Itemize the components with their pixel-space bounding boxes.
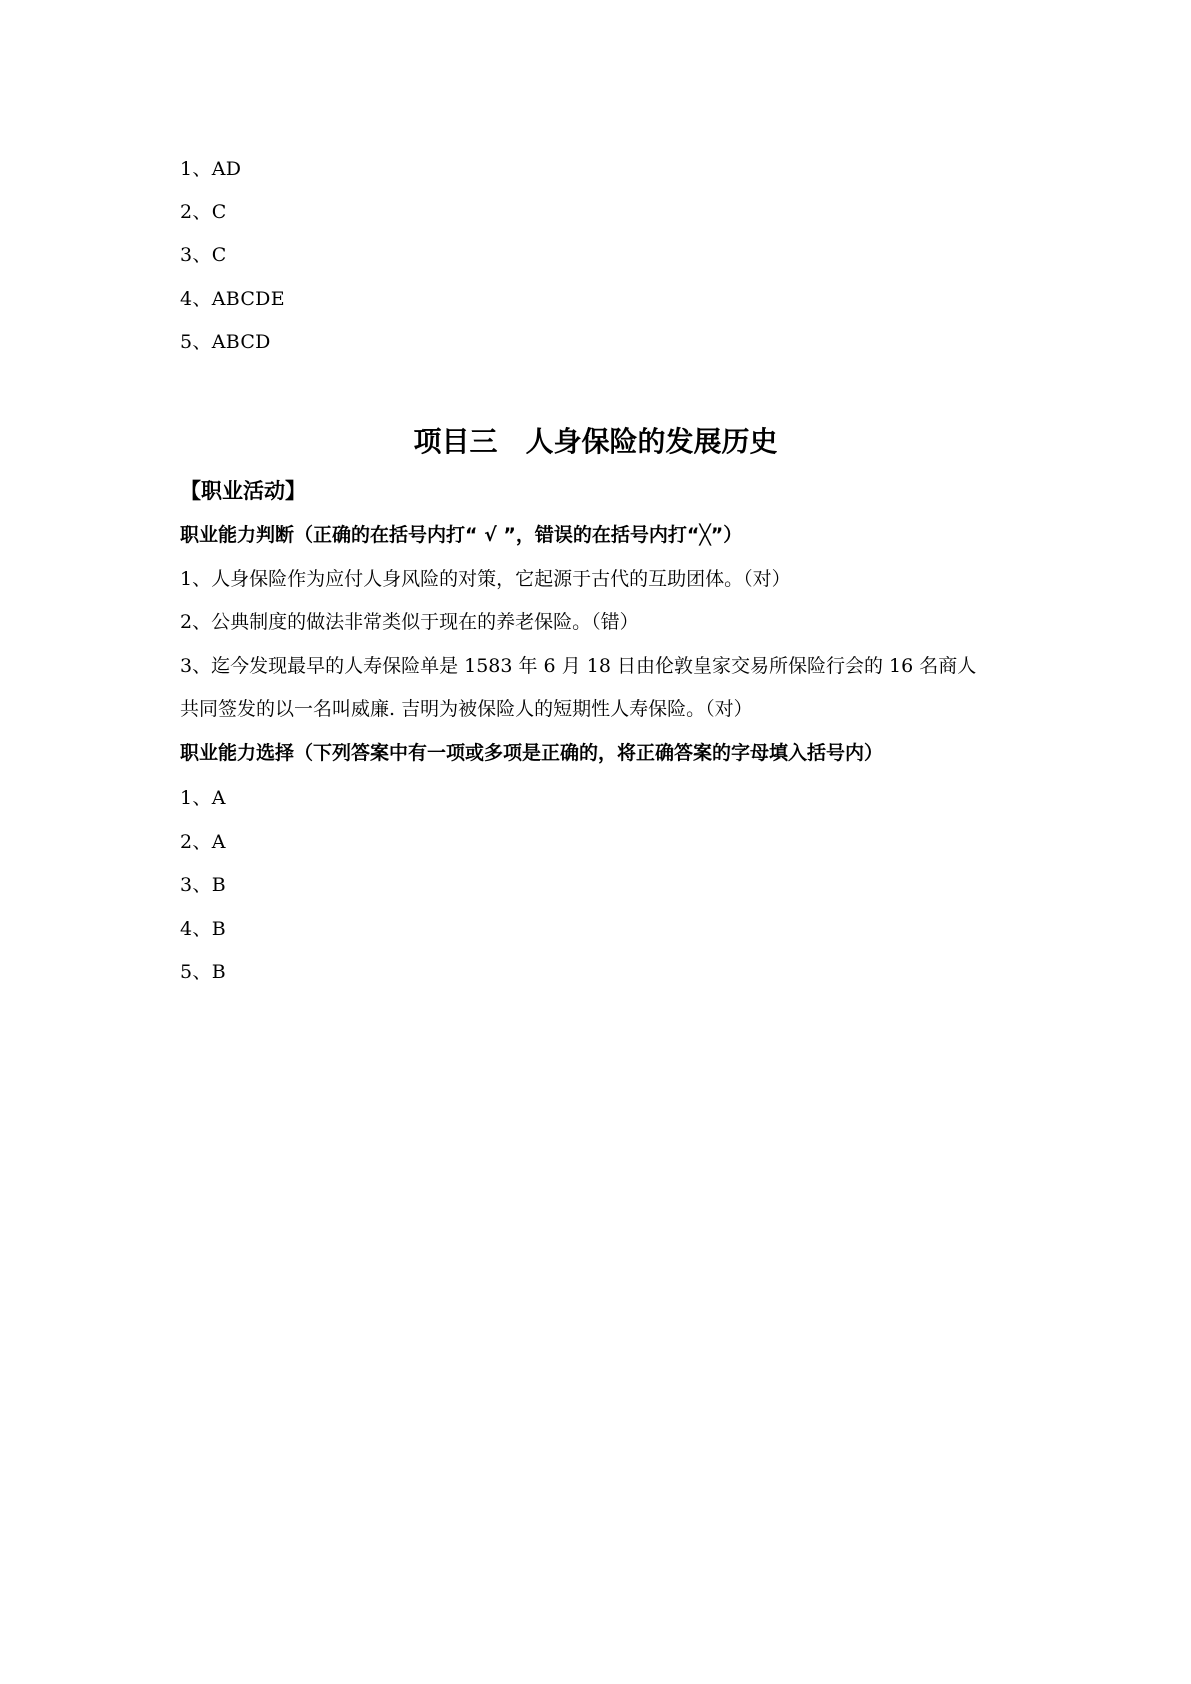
judgment-item: 3、迄今发现最早的人寿保险单是 1583 年 6 月 18 日由伦敦皇家交易所保险行会的 16 名商人 xyxy=(180,655,977,677)
answer-item: 1、AD xyxy=(180,158,242,180)
judgment-item: 2、公典制度的做法非常类似于现在的养老保险。（错） xyxy=(180,611,639,633)
choice-answer: 1、A xyxy=(180,787,226,809)
activity-heading: 【职业活动】 xyxy=(180,479,306,503)
judgment-item: 1、人身保险作为应付人身风险的对策，它起源于古代的互助团体。（对） xyxy=(180,568,791,590)
section-title: 项目三 人身保险的发展历史 xyxy=(413,425,778,458)
choice-answer: 4、B xyxy=(180,918,226,940)
answer-item: 4、ABCDE xyxy=(180,288,285,310)
judgment-heading: 职业能力判断（正确的在括号内打“ √ ”，错误的在括号内打“╳”） xyxy=(180,524,743,546)
choice-answer: 5、B xyxy=(180,961,226,983)
choice-answer: 3、B xyxy=(180,874,226,896)
answer-item: 5、ABCD xyxy=(180,331,271,353)
answer-item: 3、C xyxy=(180,244,227,266)
judgment-item-continuation: 共同签发的以一名叫威廉. 吉明为被保险人的短期性人寿保险。（对） xyxy=(180,698,753,720)
choice-heading: 职业能力选择（下列答案中有一项或多项是正确的，将正确答案的字母填入括号内） xyxy=(180,742,884,764)
choice-answer: 2、A xyxy=(180,831,226,853)
answer-item: 2、C xyxy=(180,201,227,223)
